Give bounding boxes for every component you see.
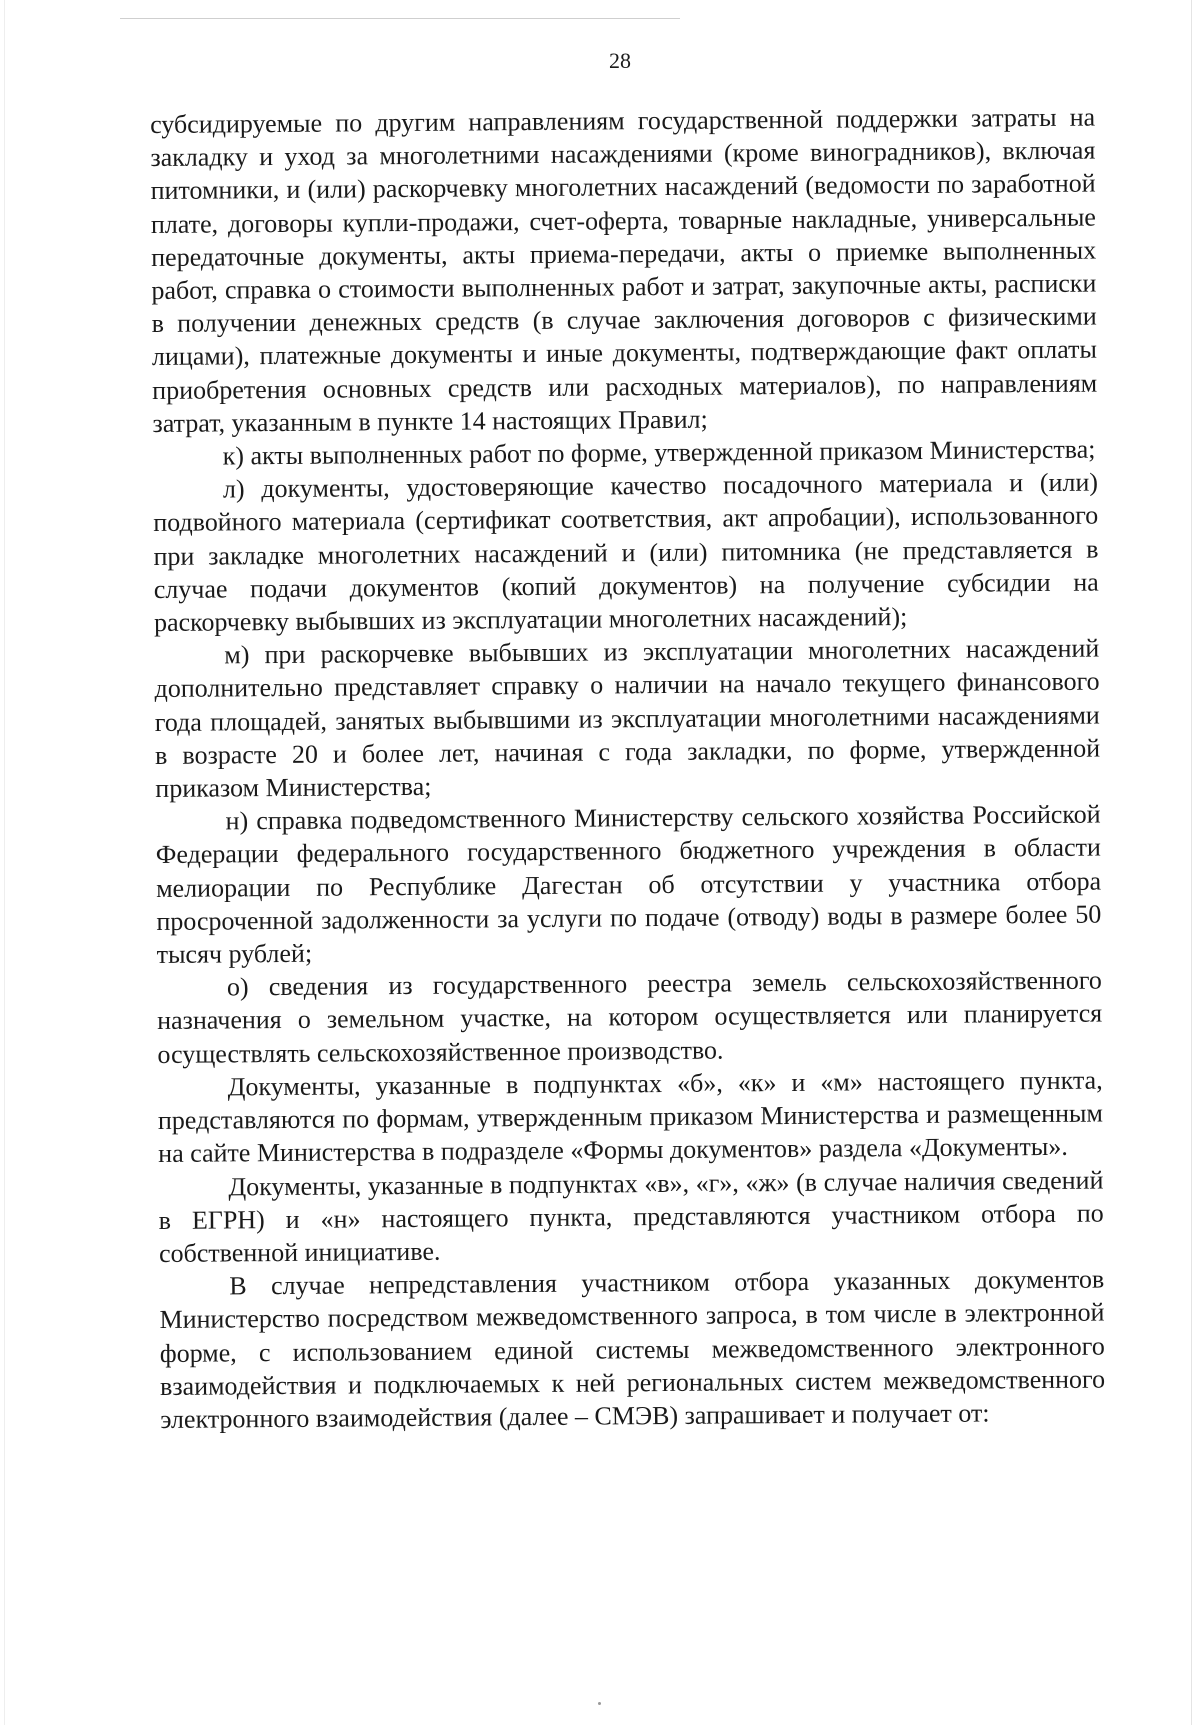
scan-edge-left: [4, 0, 5, 1725]
paragraph-item-l: л) документы, удостоверяющие качество посадочного материала и (или) подвойного материала (сертификат соответствия, акт апробации), использованного при закладке многолетних насаждений и (или) питомника (не представляется в случае подачи документов (копий документов) на получение субсидии на раскорчевку выбывших из эксплуатации многолетних насаждений);: [153, 467, 1099, 638]
paragraph-item-k: к) акты выполненных работ по форме, утвержденной приказом Министерства;: [222, 434, 1096, 471]
paragraph-item-m: м) при раскорчевке выбывших из эксплуатации многолетних насаждений дополнительно представляет справку о наличии на начало текущего финансового года площадей, занятых выбывшими из эксплуатации многолетними насаждениями в возрасте 20 и более лет, начиная с года закладки, по форме, утвержденной приказом Министерства;: [154, 633, 1101, 804]
page-number: 28: [609, 48, 631, 73]
paragraph-own-initiative: Документы, указанные в подпунктах «в», «г», «ж» (в случае наличия сведений в ЕГРН) и «н» настоящего пункта, представляются участником отбора по собственной инициативе.: [158, 1165, 1104, 1268]
document-body: [150, 101, 1105, 1437]
paragraph-smev-request: В случае непредставления участником отбора указанных документов Министерство посредством межведомственного запроса, в том числе в электронной форме, с использованием единой системы межведомственного электронного взаимодействия и подключаемых к ней региональных систем межведомственного электронного взаимодействия (далее – СМЭВ) запрашивает и получает от:: [159, 1264, 1106, 1434]
scan-speck: [598, 1702, 601, 1705]
paragraph-subsidized-costs: субсидируемые по другим направлениям государственной поддержки затраты на закладку и уход за многолетними насаждениями (кроме виноградников), включая питомники, и (или) раскорчевку многолетних насаждений (ведомости по заработной плате, договоры купли-продажи, счет-оферта, товарные накладные, универсальные передаточные документы, акты приема-передачи, акты о приемке выполненных работ, справка о стоимости выполненных работ и затрат, закупочные акты, расписки в получении денежных средств (в случае заключения договоров с физическими лицами), платежные документы и иные документы, подтверждающие факт оплаты приобретения основных средств или расходных материалов), по направлениям затрат, указанным в пункте 14 настоящих Правил;: [150, 102, 1098, 438]
scan-border-line: [120, 18, 680, 19]
paragraph-item-n: н) справка подведомственного Министерству сельского хозяйства Российской Федерации федерального государственного бюджетного учреждения в области мелиорации по Республике Дагестан об отсутствии у участника отбора просроченной задолженности за услуги по подаче (отводу) воды в размере более 50 тысяч рублей;: [155, 799, 1102, 970]
paragraph-forms-note: Документы, указанные в подпунктах «б», «к» и «м» настоящего пункта, представляются по формам, утвержденным приказом Министерства и размещенным на сайте Министерства в подразделе «Формы документов» раздела «Документы».: [157, 1065, 1104, 1169]
paragraph-item-o: о) сведения из государственного реестра земель сельскохозяйственного назначения о земельном участке, на котором осуществляется или планируется осуществлять сельскохозяйственное производство.: [157, 965, 1103, 1069]
scan-edge-right: [1191, 0, 1192, 1725]
